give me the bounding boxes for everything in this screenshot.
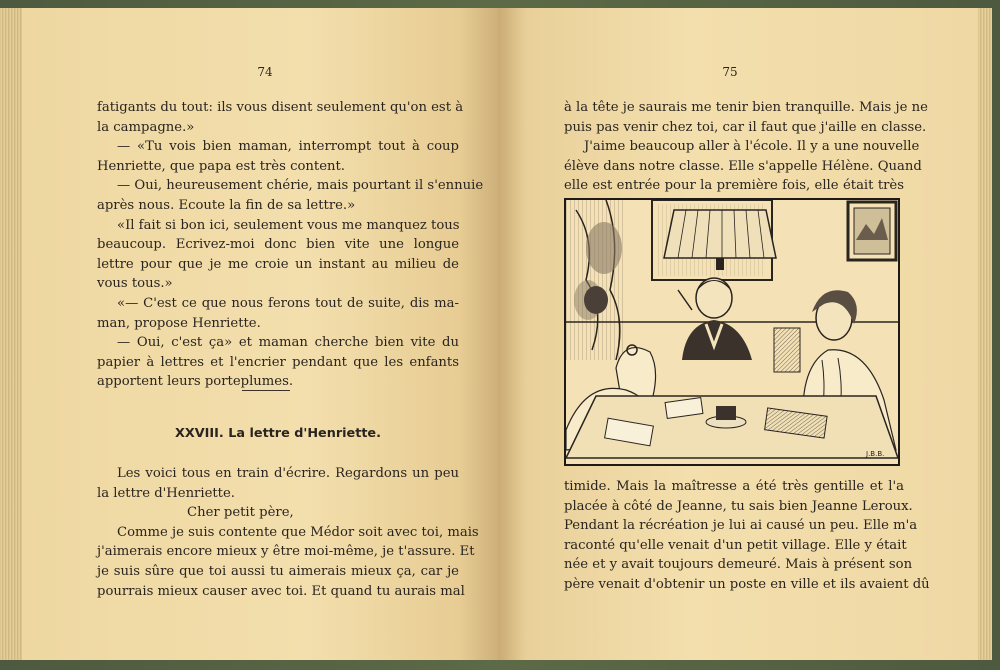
text-line: pourrais mieux causer avec toi. Et quand tu aurais mal (97, 583, 465, 599)
text-block (97, 98, 484, 392)
text-line: la lettre d'Henriette. (97, 485, 235, 501)
text-block (564, 477, 930, 595)
text-line: elle est entrée pour la première fois, elle était très (564, 178, 904, 194)
illustration-drawing (566, 200, 898, 464)
text-block (97, 464, 479, 601)
right-page (498, 8, 978, 660)
page-number: 74 (257, 65, 273, 79)
illustration-family-writing (564, 198, 900, 466)
text-line: J'aime beaucoup aller à l'école. Il y a une nouvelle (584, 139, 920, 155)
text-line: j'aimerais encore mieux y être moi-même, je t'assure. Et (97, 544, 475, 560)
text-line: à la tête je saurais me tenir bien tranquille. Mais je ne (564, 100, 928, 115)
text-line: Comme je suis contente que Médor soit avec toi, mais (117, 524, 479, 540)
text-line: timide. Mais la maîtresse a été très gentille et l'a (564, 479, 904, 494)
text-line: — Oui, c'est ça» et maman cherche bien vite du (117, 335, 459, 351)
text-line: élève dans notre classe. Elle s'appelle Hélène. Quand (564, 158, 922, 174)
page-edges-right (978, 8, 992, 660)
text-line: raconté qu'elle venait d'un petit village. Elle y était (564, 537, 907, 553)
text-line: beaucoup. Ecrivez-moi donc bien vite une longue (97, 237, 459, 253)
text-block (564, 98, 928, 196)
text-line: apportent leurs porteplumes. (97, 374, 294, 390)
text-line: vous tous.» (97, 276, 173, 292)
text-line: Henriette, que papa est très content. (97, 158, 345, 174)
text-line: la campagne.» (97, 119, 195, 135)
text-line: «Il fait si bon ici, seulement vous me manquez tous (117, 217, 460, 233)
text-line: Cher petit père, (187, 505, 294, 521)
left-page (22, 8, 498, 660)
text-line: — «Tu vois bien maman, interrompt tout à coup (117, 139, 459, 155)
illustrator-signature: J.B.B. (866, 450, 885, 458)
text-line: lettre pour que je me croie un instant au milieu de (97, 256, 459, 272)
text-line: après nous. Ecoute la fin de sa lettre.» (97, 197, 356, 213)
text-line: man, propose Henriette. (97, 315, 261, 331)
text-line: Les voici tous en train d'écrire. Regardons un peu (117, 466, 459, 481)
text-line: «— C'est ce que nous ferons tout de suite, dis ma- (117, 295, 459, 311)
section-divider (242, 390, 290, 391)
text-line: papier à lettres et l'encrier pendant que les enfants (97, 354, 459, 370)
text-line: née et y avait toujours demeuré. Mais à présent son (564, 557, 913, 573)
text-line: fatigants du tout: ils vous disent seulement qu'on est à (97, 100, 464, 115)
text-line: père venait d'obtenir un poste en ville et ils avaient dû (564, 576, 930, 592)
text-line: placée à côté de Jeanne, tu sais bien Jeanne Leroux. (564, 498, 913, 514)
page-number: 75 (722, 65, 738, 79)
text-line: puis pas venir chez toi, car il faut que j'aille en classe. (564, 119, 927, 135)
text-line: Pendant la récréation je lui ai causé un peu. Elle m'a (564, 518, 918, 534)
text-line: je suis sûre que toi aussi tu aimerais mieux ça, car je (97, 563, 459, 579)
text-line: — Oui, heureusement chérie, mais pourtant il s'ennuie (117, 178, 484, 194)
page-edges-left (0, 8, 23, 660)
chapter-heading: XXVIII. La lettre d'Henriette. (175, 426, 381, 441)
